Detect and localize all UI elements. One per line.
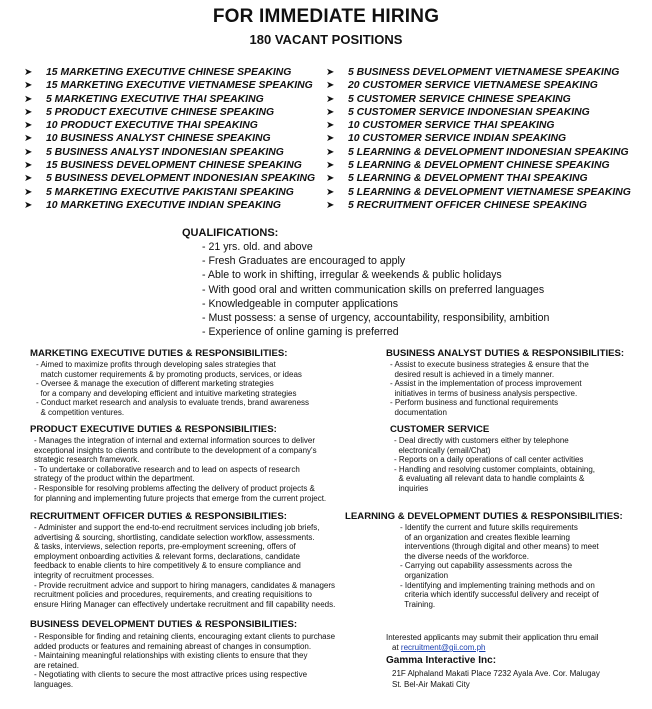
duty-line: - To undertake or collaborative research and to lead on aspects of research bbox=[34, 464, 300, 474]
duty-line: recruitment policies and procedures, requirements, and creating requisitions to bbox=[34, 590, 312, 600]
arrow-bullet-icon: ➤ bbox=[326, 199, 335, 211]
duty-line: the diverse needs of the workforce. bbox=[400, 551, 529, 561]
duty-line: - Handling and resolving customer complaints, obtaining, bbox=[394, 464, 595, 474]
duty-line: feedback to enable clients to hire competitively & to ensure compliance and bbox=[34, 561, 301, 571]
position-label: 20 CUSTOMER SERVICE VIETNAMESE SPEAKING bbox=[348, 80, 598, 92]
duty-line: - Perform business and functional requirements bbox=[390, 398, 559, 408]
arrow-bullet-icon: ➤ bbox=[326, 67, 335, 78]
position-item bbox=[24, 199, 315, 212]
company-address-line1: 21F Alphaland Makati Place 7232 Ayala Ave. Cor. Malugay bbox=[392, 669, 600, 678]
duty-line: criteria which identify successful delivery and receipt of bbox=[400, 590, 599, 600]
qualification-item: - With good oral and written communication skills on preferred languages bbox=[202, 283, 545, 296]
duty-line: ensure Hiring Manager can effectively undertake recruitment and fill capability needs. bbox=[34, 599, 336, 609]
duty-line: match customer requirements & by promoting products, services, or ideas bbox=[36, 369, 302, 379]
position-item bbox=[326, 66, 631, 79]
qualification-item: - Must possess: a sense of urgency, accountability, responsibility, ambition bbox=[202, 311, 550, 324]
position-label: 15 BUSINESS DEVELOPMENT CHINESE SPEAKING bbox=[46, 160, 302, 172]
duty-line: - Administer and support the end-to-end recruitment services including job briefs, bbox=[34, 523, 320, 532]
duty-line: - Assist in the implementation of process improvement bbox=[390, 379, 582, 389]
duty-line: are retained. bbox=[34, 660, 79, 670]
company-address-line2: St. Bel-Air Makati City bbox=[392, 680, 470, 689]
duty-line: exceptional insights to clients and contribute to the development of a company's bbox=[34, 445, 317, 455]
position-item bbox=[326, 159, 631, 172]
position-item bbox=[24, 66, 315, 79]
position-item bbox=[24, 119, 315, 132]
qualification-item: - Able to work in shifting, irregular & weekends & public holidays bbox=[202, 269, 502, 282]
position-label: 5 LEARNING & DEVELOPMENT INDONESIAN SPEAKING bbox=[348, 146, 629, 158]
position-label: 5 PRODUCT EXECUTIVE CHINESE SPEAKING bbox=[46, 106, 275, 118]
duty-line: - Negotiating with clients to secure the most attractive prices using respective bbox=[34, 670, 308, 680]
position-label: 5 MARKETING EXECUTIVE THAI SPEAKING bbox=[46, 93, 264, 105]
position-label: 15 MARKETING EXECUTIVE CHINESE SPEAKING bbox=[46, 67, 292, 78]
duty-line: for planning and implementing future projects that emerge from the current project. bbox=[34, 493, 327, 503]
arrow-bullet-icon: ➤ bbox=[24, 120, 33, 132]
customer-heading: CUSTOMER SERVICE bbox=[390, 424, 490, 435]
duty-line: electronically (email/Chat) bbox=[394, 445, 491, 455]
position-label: 10 CUSTOMER SERVICE INDIAN SPEAKING bbox=[348, 133, 567, 145]
duty-line: organization bbox=[400, 570, 449, 580]
position-item bbox=[326, 106, 631, 119]
arrow-bullet-icon: ➤ bbox=[326, 106, 335, 118]
arrow-bullet-icon: ➤ bbox=[326, 146, 335, 158]
arrow-bullet-icon: ➤ bbox=[326, 160, 335, 172]
duty-line: of an organization and creates flexible learning bbox=[400, 532, 570, 542]
arrow-bullet-icon: ➤ bbox=[24, 146, 33, 158]
arrow-bullet-icon: ➤ bbox=[24, 80, 33, 92]
duty-line: - Carrying out capability assessments across the bbox=[400, 561, 573, 571]
product-text bbox=[34, 436, 326, 503]
qualification-item: - Knowledgeable in computer applications bbox=[202, 297, 399, 310]
qualification-item: - Experience of online gaming is preferred bbox=[202, 326, 399, 339]
duty-line: interventions (through digital and other means) to meet bbox=[400, 542, 599, 552]
position-item bbox=[24, 79, 315, 92]
learning-text bbox=[400, 523, 599, 609]
position-label: 5 LEARNING & DEVELOPMENT THAI SPEAKING bbox=[348, 173, 588, 185]
duty-line: - Responsible for resolving problems affecting the delivery of product projects & bbox=[34, 483, 315, 493]
position-label: 5 CUSTOMER SERVICE INDONESIAN SPEAKING bbox=[348, 106, 590, 118]
position-item bbox=[326, 172, 631, 185]
position-label: 10 MARKETING EXECUTIVE INDIAN SPEAKING bbox=[46, 199, 281, 211]
position-label: 5 RECRUITMENT OFFICER CHINESE SPEAKING bbox=[348, 199, 588, 211]
arrow-bullet-icon: ➤ bbox=[326, 173, 335, 185]
qualification-item: - 21 yrs. old. and above bbox=[202, 241, 313, 253]
duty-line: - Conduct market research and analysis to evaluate trends, brand awareness bbox=[36, 398, 310, 408]
duty-line: - Maintaining meaningful relationships with existing clients to ensure that they bbox=[34, 651, 308, 661]
duty-line: integrity of recruitment processes. bbox=[34, 570, 155, 580]
duty-line: desired result is achieved in a timely manner. bbox=[390, 369, 555, 379]
duty-line: - Aimed to maximize profits through developing sales strategies that bbox=[36, 360, 276, 369]
analyst-heading: BUSINESS ANALYST DUTIES & RESPONSIBILITIES: bbox=[386, 348, 625, 359]
duty-line: - Responsible for finding and retaining clients, encouraging extant clients to purchase bbox=[34, 632, 336, 641]
position-item bbox=[326, 146, 631, 159]
duty-line: & evaluating all relevant data to handle complaints & bbox=[394, 474, 585, 484]
duty-line: - Provide recruitment advice and support to hiring managers, candidates & managers bbox=[34, 580, 336, 590]
bizdev-heading: BUSINESS DEVELOPMENT DUTIES & RESPONSIBILITIES: bbox=[30, 619, 298, 630]
position-item bbox=[24, 172, 315, 185]
position-item bbox=[24, 106, 315, 119]
marketing-heading: MARKETING EXECUTIVE DUTIES & RESPONSIBILITIES: bbox=[30, 348, 288, 359]
arrow-bullet-icon: ➤ bbox=[24, 67, 33, 78]
recruitment-heading: RECRUITMENT OFFICER DUTIES & RESPONSIBILITIES: bbox=[30, 511, 287, 522]
arrow-bullet-icon: ➤ bbox=[24, 160, 33, 172]
position-item bbox=[24, 132, 315, 145]
company-name: Gamma Interactive Inc: bbox=[386, 655, 497, 666]
arrow-bullet-icon: ➤ bbox=[24, 186, 33, 198]
position-item bbox=[326, 132, 631, 145]
arrow-bullet-icon: ➤ bbox=[326, 186, 335, 198]
position-item bbox=[326, 199, 631, 212]
qualification-item: - Fresh Graduates are encouraged to apply bbox=[202, 255, 406, 268]
page-title: FOR IMMEDIATE HIRING bbox=[212, 6, 440, 27]
duty-line: initiatives in terms of business analysis perspective. bbox=[390, 388, 578, 398]
page-subtitle: 180 VACANT POSITIONS bbox=[249, 32, 403, 47]
duty-line: inquiries bbox=[394, 483, 429, 493]
contact-at: at bbox=[392, 643, 401, 652]
duty-line: employment onboarding activities & relevant forms, declarations, candidate bbox=[34, 551, 300, 561]
analyst-text bbox=[390, 360, 589, 418]
position-label: 15 MARKETING EXECUTIVE VIETNAMESE SPEAKING bbox=[46, 80, 313, 92]
duty-line: & competition ventures. bbox=[36, 407, 125, 417]
duty-line: - Identifying and implementing training methods and on bbox=[400, 580, 595, 590]
duty-line: added products or features and remaining abreast of changes in consumption. bbox=[34, 641, 312, 651]
bizdev-text bbox=[34, 632, 335, 690]
duty-line: - Identify the current and future skills requirements bbox=[400, 523, 578, 532]
duty-line: strategy of the product within the department. bbox=[34, 474, 195, 484]
duty-line: - Deal directly with customers either by telephone bbox=[394, 436, 569, 445]
position-label: 10 PRODUCT EXECUTIVE THAI SPEAKING bbox=[46, 120, 258, 132]
duty-line: for a company and developing efficient and intuitive marketing strategies bbox=[36, 388, 297, 398]
duty-line: & tasks, interviews, selection reports, pre-employment screening, offers of bbox=[34, 542, 296, 552]
duty-line: documentation bbox=[390, 407, 447, 417]
duty-line: - Manages the integration of internal and external information sources to deliver bbox=[34, 436, 316, 445]
duty-line: languages. bbox=[34, 679, 74, 689]
position-item bbox=[326, 186, 631, 199]
position-item bbox=[24, 146, 315, 159]
customer-text bbox=[394, 436, 595, 494]
position-item bbox=[326, 93, 631, 106]
position-item bbox=[24, 186, 315, 199]
arrow-bullet-icon: ➤ bbox=[326, 93, 335, 105]
position-label: 5 BUSINESS ANALYST INDONESIAN SPEAKING bbox=[46, 146, 284, 158]
arrow-bullet-icon: ➤ bbox=[24, 199, 33, 211]
duty-line: Training. bbox=[400, 599, 436, 609]
duty-line: strategic research framework. bbox=[34, 455, 140, 465]
arrow-bullet-icon: ➤ bbox=[24, 106, 33, 118]
position-label: 5 CUSTOMER SERVICE CHINESE SPEAKING bbox=[348, 93, 571, 105]
arrow-bullet-icon: ➤ bbox=[326, 133, 335, 145]
marketing-text bbox=[36, 360, 309, 418]
product-heading: PRODUCT EXECUTIVE DUTIES & RESPONSIBILITIES: bbox=[30, 424, 277, 435]
position-label: 5 BUSINESS DEVELOPMENT VIETNAMESE SPEAKING bbox=[348, 67, 620, 78]
position-label: 5 LEARNING & DEVELOPMENT CHINESE SPEAKING bbox=[348, 160, 610, 172]
position-item bbox=[24, 159, 315, 172]
recruitment-text bbox=[34, 523, 335, 609]
duty-line: - Oversee & manage the execution of different marketing strategies bbox=[36, 379, 274, 389]
position-label: 5 LEARNING & DEVELOPMENT VIETNAMESE SPEAKING bbox=[348, 186, 631, 198]
duty-line: advertising & sourcing, shortlisting, candidate selection workflow, assessments. bbox=[34, 532, 315, 542]
positions-left-list bbox=[24, 66, 315, 212]
contact-email-link[interactable]: recruitment@gii.com.ph bbox=[400, 643, 486, 652]
position-label: 5 MARKETING EXECUTIVE PAKISTANI SPEAKING bbox=[46, 186, 294, 198]
arrow-bullet-icon: ➤ bbox=[24, 93, 33, 105]
position-item bbox=[326, 79, 631, 92]
position-label: 10 CUSTOMER SERVICE THAI SPEAKING bbox=[348, 120, 555, 132]
position-item bbox=[326, 119, 631, 132]
qualifications-heading: QUALIFICATIONS: bbox=[182, 227, 279, 239]
position-label: 5 BUSINESS DEVELOPMENT INDONESIAN SPEAKING bbox=[46, 173, 316, 185]
arrow-bullet-icon: ➤ bbox=[24, 173, 33, 185]
contact-intro: Interested applicants may submit their application thru email bbox=[386, 633, 599, 642]
learning-heading: LEARNING & DEVELOPMENT DUTIES & RESPONSIBILITIES: bbox=[345, 511, 623, 522]
arrow-bullet-icon: ➤ bbox=[326, 80, 335, 92]
duty-line: - Assist to execute business strategies & ensure that the bbox=[390, 360, 589, 369]
arrow-bullet-icon: ➤ bbox=[326, 120, 335, 132]
position-item bbox=[24, 93, 315, 106]
arrow-bullet-icon: ➤ bbox=[24, 133, 33, 145]
position-label: 10 BUSINESS ANALYST CHINESE SPEAKING bbox=[46, 133, 271, 145]
contact-email-line bbox=[392, 643, 486, 653]
qualifications-list bbox=[202, 240, 549, 339]
duty-line: - Reports on a daily operations of call center activities bbox=[394, 455, 584, 465]
positions-right-list bbox=[326, 66, 631, 212]
